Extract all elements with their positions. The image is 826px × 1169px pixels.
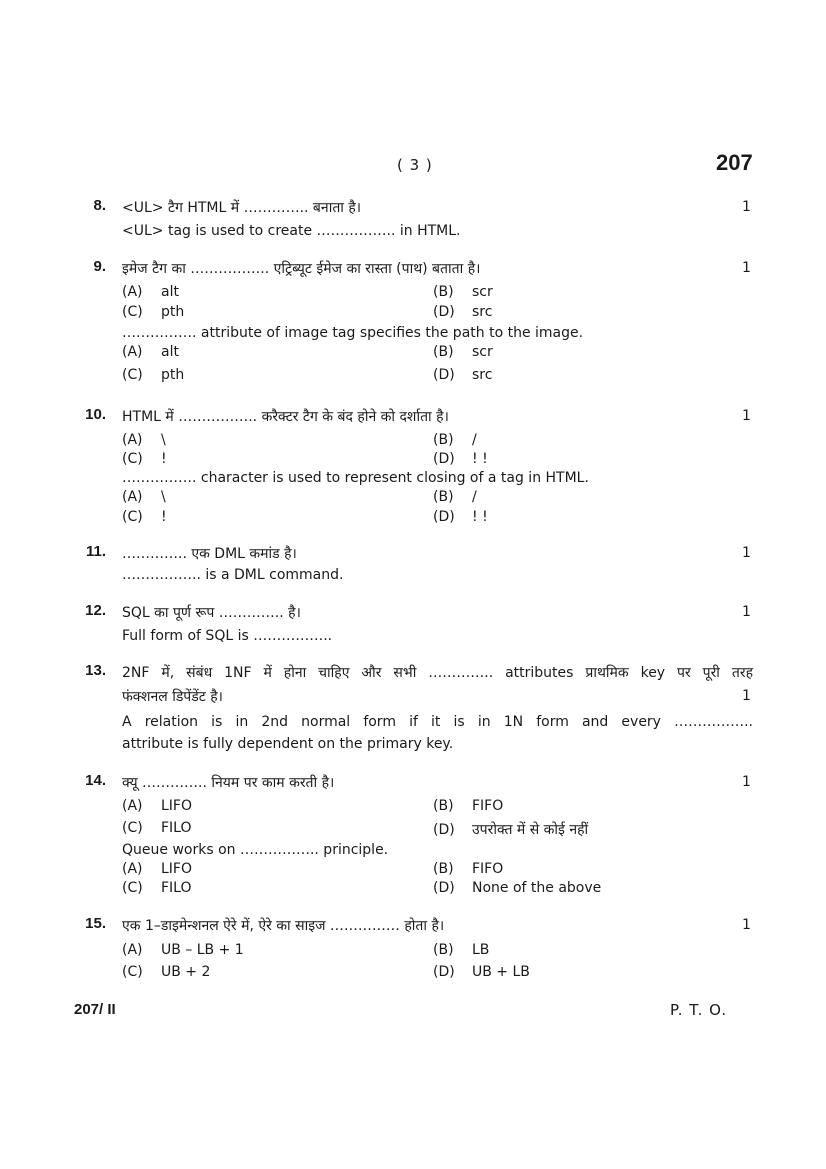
q14-hindi-option-c: (C) FILO (122, 820, 192, 836)
question-8-number: 8. (93, 197, 106, 214)
q10-hindi-option-c: (C) ! (122, 451, 167, 467)
question-10-number: 10. (85, 406, 106, 423)
question-14-hindi: क्यू ………….. नियम पर काम करती है। (122, 775, 335, 791)
question-9-number: 9. (93, 258, 106, 275)
q14-hindi-option-a: (A) LIFO (122, 798, 193, 814)
q14-english-option-b: (B) FIFO (433, 861, 504, 877)
q9-english-option-d: (D) src (433, 367, 493, 383)
question-8-marks: 1 (742, 199, 751, 215)
question-8-english: <UL> tag is used to create …………….. in HTML. (122, 223, 461, 239)
question-13-english-line-2: attribute is fully dependent on the primary key. (122, 736, 454, 752)
q10-hindi-option-a: (A) \ (122, 432, 166, 448)
question-14-number: 14. (85, 772, 106, 789)
question-10-hindi: HTML में …………….. करैक्टर टैग के बंद होने को दर्शाता है। (122, 409, 449, 425)
q10-english-option-a: (A) \ (122, 489, 166, 505)
q10-english-option-c: (C) ! (122, 509, 167, 525)
question-11-english: …………….. is a DML command. (122, 567, 344, 583)
question-13-hindi-line-1: 2NF में, संबंध 1NF में होना चाहिए और सभी ………….. attributes प्राथमिक key पर पूरी तरह (122, 665, 753, 681)
q14-hindi-option-d: (D) उपरोक्त में से कोई नहीं (433, 822, 589, 838)
q14-english-option-d: (D) None of the above (433, 880, 602, 896)
question-12-hindi: SQL का पूर्ण रूप ………….. है। (122, 605, 301, 621)
question-8-hindi: <UL> टैग HTML में ………….. बनाता है। (122, 200, 362, 216)
question-11-marks: 1 (742, 545, 751, 561)
question-9-hindi: इमेज टैग का …………….. एट्रिब्यूट ईमेज का रास्ता (पाथ) बताता है। (122, 261, 481, 277)
question-14-marks: 1 (742, 774, 751, 790)
q14-english-option-c: (C) FILO (122, 880, 192, 896)
question-15-number: 15. (85, 915, 106, 932)
q9-english-option-c: (C) pth (122, 367, 185, 383)
question-12-english: Full form of SQL is …………….. (122, 628, 333, 644)
q15-option-a: (A) UB – LB + 1 (122, 942, 244, 958)
question-14-english: Queue works on …………….. principle. (122, 842, 389, 858)
q14-hindi-option-b: (B) FIFO (433, 798, 504, 814)
question-10-marks: 1 (742, 408, 751, 424)
q10-english-option-b: (B) / (433, 489, 477, 505)
question-15-hindi: एक 1–डाइमेन्शनल ऐरे में, ऐरे का साइज …………… होता है। (122, 918, 445, 934)
q9-hindi-option-a: (A) alt (122, 284, 179, 300)
footer-pto: P. T. O. (670, 1001, 728, 1019)
q10-hindi-option-d: (D) ! ! (433, 451, 488, 467)
q15-option-d: (D) UB + LB (433, 964, 530, 980)
q9-hindi-option-b: (B) scr (433, 284, 493, 300)
q10-hindi-option-b: (B) / (433, 432, 477, 448)
question-11-number: 11. (85, 543, 106, 560)
question-12-number: 12. (85, 602, 106, 619)
footer-paper-code: 207/ II (74, 1001, 116, 1018)
page-number: ( 3 ) (397, 156, 433, 174)
question-9-english: ……………. attribute of image tag specifies the path to the image. (122, 325, 584, 341)
question-13-marks: 1 (742, 688, 751, 704)
q9-hindi-option-d: (D) src (433, 304, 493, 320)
q10-english-option-d: (D) ! ! (433, 509, 488, 525)
question-13-number: 13. (85, 662, 106, 679)
question-9-marks: 1 (742, 260, 751, 276)
question-15-marks: 1 (742, 917, 751, 933)
q9-hindi-option-c: (C) pth (122, 304, 185, 320)
question-13-english-line-1: A relation is in 2nd normal form if it is in 1N form and every …………….. (122, 714, 753, 730)
question-11-hindi: ………….. एक DML कमांड है। (122, 546, 297, 562)
paper-code: 207 (716, 150, 753, 175)
q9-english-option-b: (B) scr (433, 344, 493, 360)
question-10-english: ……………. character is used to represent closing of a tag in HTML. (122, 470, 589, 486)
q15-option-b: (B) LB (433, 942, 490, 958)
q14-english-option-a: (A) LIFO (122, 861, 193, 877)
q15-option-c: (C) UB + 2 (122, 964, 211, 980)
question-13-hindi-line-2: फंक्शनल डिपेंडेंट है। (122, 689, 223, 705)
question-12-marks: 1 (742, 604, 751, 620)
q9-english-option-a: (A) alt (122, 344, 179, 360)
